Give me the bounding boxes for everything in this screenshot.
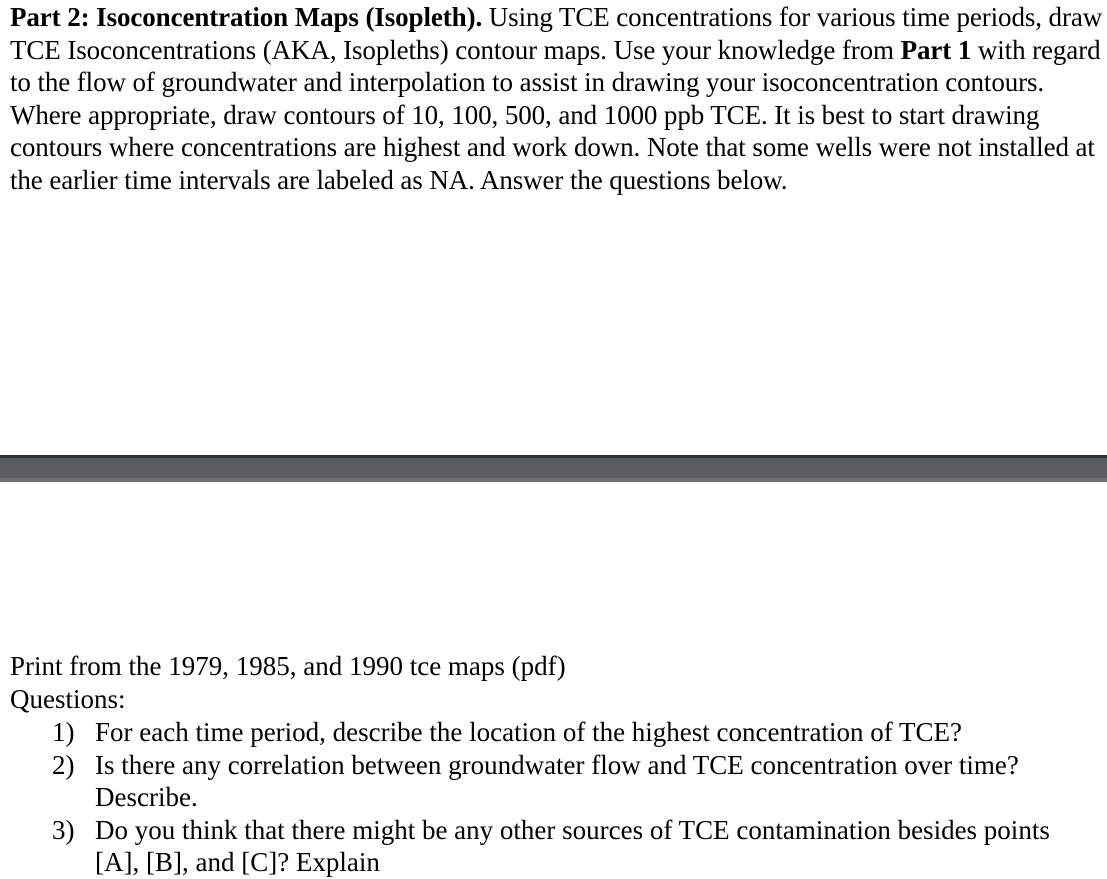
part1-reference: Part 1 [900,34,972,65]
part2-intro-text-2: with regard to the flow of groundwater and interpolation to assist in drawing your isoconcentration contours. Where appropriate, draw contours of 10, 100, 500, and 1000 ppb TCE. It is best to start drawing contours where concentrations are highest and work down. Note that some wells were not installed at the earlier time intervals are labeled as NA. Answer the questions below. [10,34,1101,195]
question-item [0,814,1107,879]
part2-heading: Part 2: Isoconcentration Maps (Isopleth). [10,2,483,32]
print-instruction: Print from the 1979, 1985, and 1990 tce maps (pdf) [10,651,566,681]
question-text: Do you think that there might be any other sources of TCE contamination besides points [A], [B], and [C]? Explain [95,814,1050,878]
question-text: Is there any correlation between groundwater flow and TCE concentration over time? Describe. [95,749,1019,813]
question-item [0,749,1107,814]
question-text: For each time period, describe the location of the highest concentration of TCE? [95,717,962,747]
part2-paragraph [10,1,1105,197]
section-divider-bar [0,455,1107,482]
divider-bottom-edge [0,478,1107,482]
divider-top-edge [0,455,1107,458]
question-number: 3) [52,814,75,845]
question-number: 1) [52,717,75,747]
question-item [0,716,1107,749]
question-number: 2) [52,749,75,780]
questions-list [0,716,1107,879]
questions-heading: Questions: [10,684,126,714]
part2-intro-text-1: Using TCE concentrations for various time periods, draw TCE Isoconcentrations (AKA, Isopleths) contour maps. Use your knowledge from [10,2,1103,65]
